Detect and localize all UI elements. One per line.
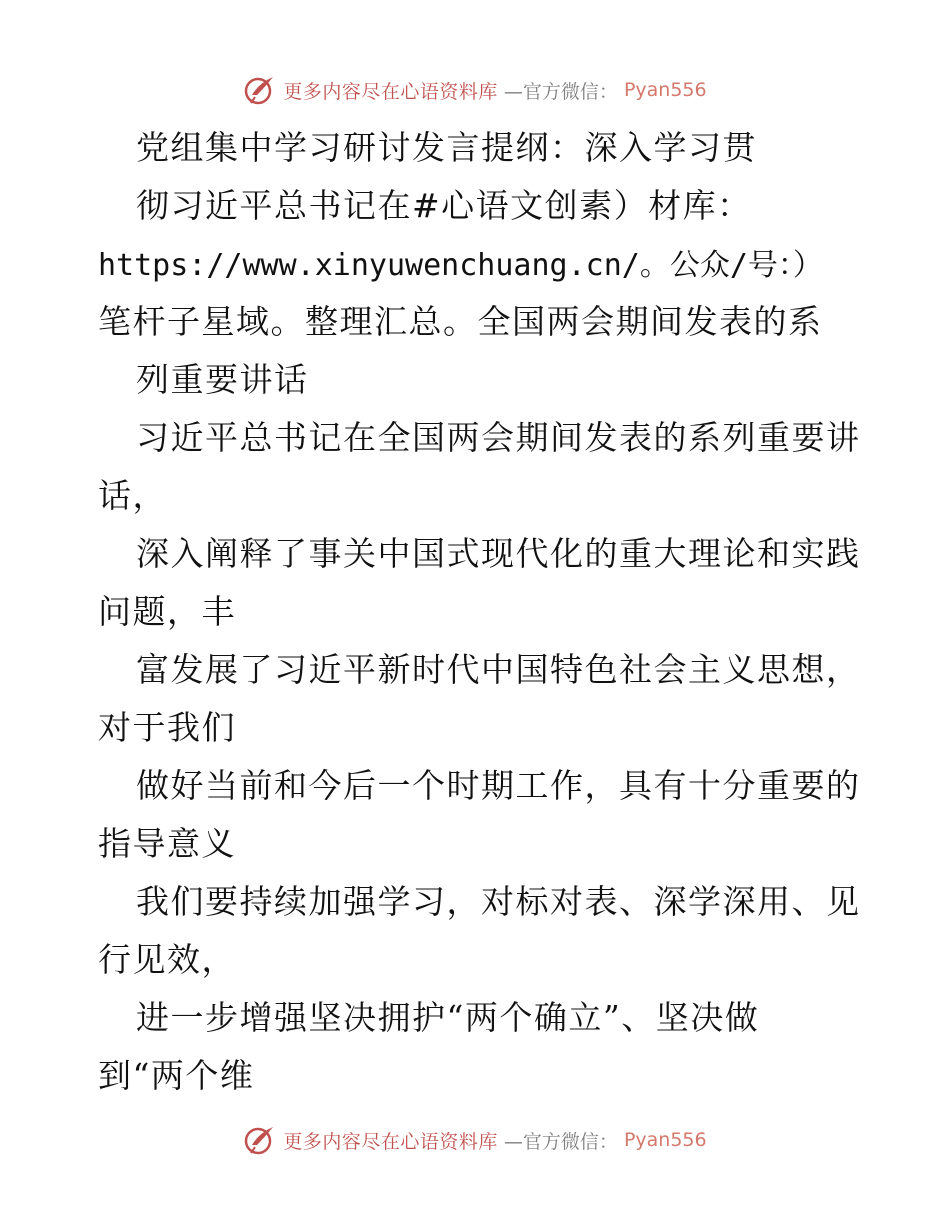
doc-line: 话， bbox=[98, 476, 167, 515]
footer-banner bbox=[0, 1120, 950, 1160]
doc-line: 行见效， bbox=[98, 940, 236, 979]
doc-line: 问题，丰 bbox=[98, 592, 236, 631]
doc-line: 深入阐释了事关中国式现代化的重大理论和实践 bbox=[136, 534, 861, 573]
doc-line: 到“两个维 bbox=[98, 1056, 255, 1095]
doc-line: 做好当前和今后一个时期工作，具有十分重要的 bbox=[136, 766, 861, 805]
doc-line: 彻习近平总书记在#心语文创素）材库： bbox=[136, 186, 752, 225]
doc-line: 对于我们 bbox=[98, 708, 236, 747]
banner-official-text: —官方微信： bbox=[503, 80, 618, 103]
quill-circle-icon bbox=[243, 73, 277, 107]
banner-official-text: —官方微信： bbox=[503, 1130, 618, 1153]
doc-line: 习近平总书记在全国两会期间发表的系列重要讲 bbox=[136, 418, 861, 457]
doc-line: 指导意义 bbox=[98, 824, 236, 863]
banner-wechat-id: Pyan556 bbox=[623, 79, 707, 101]
doc-line: 我们要持续加强学习，对标对表、深学深用、见 bbox=[136, 882, 861, 921]
doc-line: 进一步增强坚决拥护“两个确立”、坚决做 bbox=[136, 998, 760, 1037]
header-banner bbox=[0, 70, 950, 110]
banner-brand-text: 更多内容尽在心语资料库 bbox=[283, 1130, 498, 1153]
doc-line-url: https://www.xinyuwenchuang.cn/。公众/号：） bbox=[98, 248, 823, 283]
doc-line: 富发展了习近平新时代中国特色社会主义思想， bbox=[136, 650, 861, 689]
doc-line: 笔杆子星域。整理汇总。全国两会期间发表的系 bbox=[98, 302, 823, 341]
banner-brand-text: 更多内容尽在心语资料库 bbox=[283, 80, 498, 103]
banner-wechat-id: Pyan556 bbox=[623, 1129, 707, 1151]
doc-line: 列重要讲话 bbox=[136, 360, 309, 399]
doc-line: 党组集中学习研讨发言提纲：深入学习贯 bbox=[136, 128, 757, 167]
quill-circle-icon bbox=[243, 1123, 277, 1157]
